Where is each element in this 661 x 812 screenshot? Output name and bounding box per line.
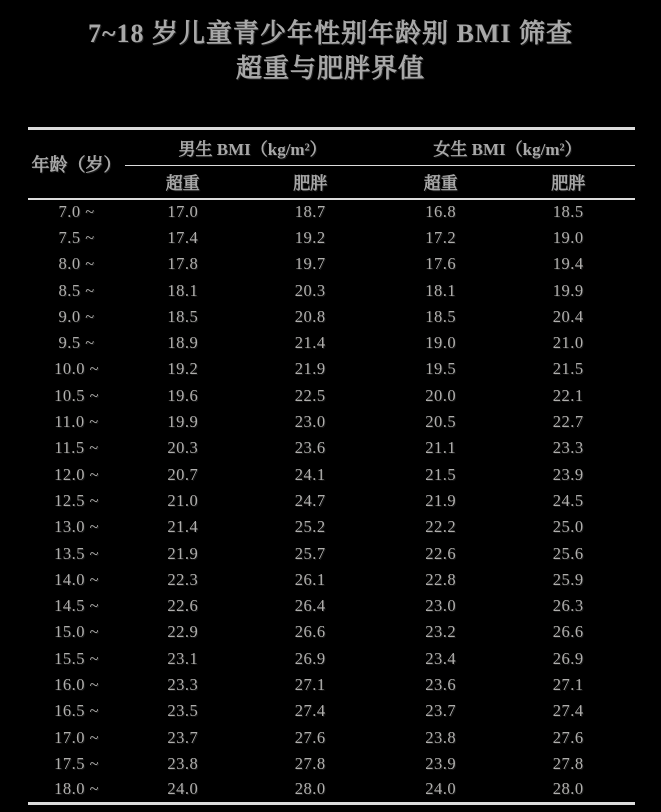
bmi-value-cell: 28.0 (552, 779, 584, 799)
table-row (28, 461, 635, 487)
table-row (28, 277, 635, 303)
bmi-value-cell: 28.0 (294, 779, 326, 799)
age-cell: 7.5 ~ (58, 227, 95, 247)
bmi-value-cell: 27.8 (552, 753, 584, 773)
bmi-value-cell: 19.4 (552, 254, 584, 274)
bmi-value-cell: 19.2 (167, 359, 199, 379)
bmi-value-cell: 24.0 (167, 779, 199, 799)
bmi-value-cell: 24.0 (425, 779, 457, 799)
age-cell: 10.5 ~ (54, 385, 100, 405)
bmi-value-cell: 18.9 (167, 333, 199, 353)
age-cell: 11.5 ~ (54, 438, 99, 458)
bmi-value-cell: 20.0 (425, 385, 457, 405)
table-row (28, 567, 635, 593)
bmi-value-cell: 18.5 (425, 306, 457, 326)
table-row (28, 225, 635, 251)
bmi-value-cell: 23.2 (425, 622, 457, 642)
male-overweight-header: 超重 (125, 166, 240, 199)
age-cell: 18.0 ~ (54, 779, 100, 799)
page-title-line-2: 超重与肥胖界值 (235, 54, 425, 83)
bmi-value-cell: 26.9 (552, 648, 584, 668)
bmi-value-cell: 22.8 (425, 569, 457, 589)
bmi-value-cell: 17.6 (425, 254, 457, 274)
age-cell: 10.0 ~ (54, 359, 100, 379)
table-row (28, 514, 635, 540)
table-row (28, 672, 635, 698)
bmi-value-cell: 23.8 (425, 727, 457, 747)
table-row (28, 304, 635, 330)
bmi-value-cell: 23.7 (425, 701, 457, 721)
bmi-value-cell: 21.9 (167, 543, 199, 563)
age-cell: 16.5 ~ (54, 701, 100, 721)
bmi-value-cell: 22.9 (167, 622, 199, 642)
bmi-value-cell: 17.8 (167, 254, 199, 274)
age-cell: 9.5 ~ (58, 333, 95, 353)
bmi-value-cell: 20.7 (167, 464, 199, 484)
table-row (28, 619, 635, 645)
bmi-value-cell: 21.4 (167, 517, 199, 537)
bmi-value-cell: 26.3 (552, 596, 584, 616)
bmi-value-cell: 23.6 (294, 438, 326, 458)
bmi-cutoff-table (28, 127, 635, 805)
bmi-value-cell: 18.7 (294, 202, 326, 222)
table-row (28, 540, 635, 566)
bmi-value-cell: 18.1 (425, 280, 457, 300)
bmi-value-cell: 23.8 (167, 753, 199, 773)
bmi-value-cell: 27.6 (294, 727, 326, 747)
bmi-value-cell: 16.8 (425, 202, 457, 222)
bmi-value-cell: 21.0 (167, 490, 199, 510)
bmi-value-cell: 21.5 (425, 464, 457, 484)
bmi-value-cell: 22.5 (294, 385, 326, 405)
bmi-value-cell: 21.5 (552, 359, 584, 379)
bmi-value-cell: 22.6 (167, 596, 199, 616)
table-row (28, 777, 635, 803)
page-title-line-1: 7~18 岁儿童青少年性别年龄别 BMI 筛查 (87, 19, 574, 48)
bmi-value-cell: 19.0 (425, 333, 457, 353)
bmi-value-cell: 25.6 (552, 543, 584, 563)
bmi-value-cell: 23.9 (425, 753, 457, 773)
bmi-value-cell: 26.1 (294, 569, 326, 589)
female-obesity-header: 肥胖 (501, 166, 635, 199)
bmi-value-cell: 23.3 (167, 674, 199, 694)
bmi-value-cell: 26.6 (552, 622, 584, 642)
table-header (28, 129, 635, 199)
bmi-value-cell: 26.9 (294, 648, 326, 668)
age-cell: 8.5 ~ (58, 280, 95, 300)
bmi-value-cell: 23.1 (167, 648, 199, 668)
bmi-value-cell: 21.0 (552, 333, 584, 353)
bmi-value-cell: 24.7 (294, 490, 326, 510)
age-cell: 15.5 ~ (54, 648, 100, 668)
bmi-value-cell: 19.5 (425, 359, 457, 379)
bmi-value-cell: 19.7 (294, 254, 326, 274)
table-row (28, 330, 635, 356)
table-row (28, 724, 635, 750)
bmi-value-cell: 21.1 (425, 438, 457, 458)
bmi-value-cell: 19.6 (167, 385, 199, 405)
bmi-value-cell: 17.2 (425, 227, 457, 247)
bmi-value-cell: 20.4 (552, 306, 584, 326)
bmi-value-cell: 23.7 (167, 727, 199, 747)
male-obesity-header: 肥胖 (240, 166, 380, 199)
age-cell: 13.0 ~ (54, 517, 100, 537)
age-cell: 11.0 ~ (54, 412, 99, 432)
table-row (28, 488, 635, 514)
age-cell: 8.0 ~ (58, 254, 95, 274)
bmi-value-cell: 21.4 (294, 333, 326, 353)
bmi-value-cell: 20.3 (167, 438, 199, 458)
bmi-value-cell: 18.5 (552, 202, 584, 222)
bmi-value-cell: 24.1 (294, 464, 326, 484)
age-cell: 15.0 ~ (54, 622, 100, 642)
bmi-value-cell: 25.2 (294, 517, 326, 537)
bmi-value-cell: 25.7 (294, 543, 326, 563)
age-column-header: 年龄（岁） (28, 129, 125, 199)
bmi-value-cell: 22.7 (552, 412, 584, 432)
bmi-value-cell: 19.2 (294, 227, 326, 247)
age-cell: 12.0 ~ (54, 464, 100, 484)
female-group-header: 女生 BMI（kg/m²） (380, 129, 635, 166)
age-cell: 14.0 ~ (54, 569, 100, 589)
group-header-row (28, 129, 635, 166)
male-group-header: 男生 BMI（kg/m²） (125, 129, 380, 166)
bmi-value-cell: 21.9 (425, 490, 457, 510)
bmi-value-cell: 26.6 (294, 622, 326, 642)
bmi-value-cell: 23.5 (167, 701, 199, 721)
bmi-value-cell: 22.3 (167, 569, 199, 589)
bmi-value-cell: 18.5 (167, 306, 199, 326)
age-cell: 14.5 ~ (54, 596, 100, 616)
bmi-value-cell: 23.0 (425, 596, 457, 616)
bmi-value-cell: 27.4 (552, 701, 584, 721)
bmi-value-cell: 25.9 (552, 569, 584, 589)
bmi-value-cell: 23.4 (425, 648, 457, 668)
table-row (28, 435, 635, 461)
bmi-value-cell: 19.9 (552, 280, 584, 300)
female-overweight-header: 超重 (380, 166, 501, 199)
bmi-value-cell: 19.9 (167, 412, 199, 432)
table-row (28, 199, 635, 225)
bmi-value-cell: 22.1 (552, 385, 584, 405)
table-row (28, 383, 635, 409)
bmi-value-cell: 27.6 (552, 727, 584, 747)
table-row (28, 646, 635, 672)
bmi-value-cell: 23.3 (552, 438, 584, 458)
bmi-value-cell: 23.9 (552, 464, 584, 484)
bmi-value-cell: 23.6 (425, 674, 457, 694)
bmi-value-cell: 17.0 (167, 202, 199, 222)
bmi-value-cell: 22.6 (425, 543, 457, 563)
table-row (28, 751, 635, 777)
bmi-value-cell: 27.4 (294, 701, 326, 721)
bmi-value-cell: 20.3 (294, 280, 326, 300)
table-row (28, 593, 635, 619)
bmi-value-cell: 22.2 (425, 517, 457, 537)
bmi-value-cell: 27.1 (552, 674, 584, 694)
bmi-value-cell: 24.5 (552, 490, 584, 510)
age-cell: 17.0 ~ (54, 727, 100, 747)
bmi-value-cell: 20.8 (294, 306, 326, 326)
bmi-value-cell: 27.1 (294, 674, 326, 694)
bmi-value-cell: 20.5 (425, 412, 457, 432)
age-cell: 9.0 ~ (58, 306, 95, 326)
bmi-value-cell: 25.0 (552, 517, 584, 537)
age-cell: 17.5 ~ (54, 753, 100, 773)
bmi-value-cell: 18.1 (167, 280, 199, 300)
age-cell: 16.0 ~ (54, 674, 100, 694)
bmi-value-cell: 23.0 (294, 412, 326, 432)
bmi-value-cell: 19.0 (552, 227, 584, 247)
table-row (28, 356, 635, 382)
age-cell: 13.5 ~ (54, 543, 100, 563)
table-row (28, 409, 635, 435)
bmi-value-cell: 21.9 (294, 359, 326, 379)
page-title (0, 0, 661, 86)
table-body (28, 199, 635, 804)
age-cell: 12.5 ~ (54, 490, 100, 510)
bmi-value-cell: 26.4 (294, 596, 326, 616)
bmi-value-cell: 17.4 (167, 227, 199, 247)
table-row (28, 698, 635, 724)
table-row (28, 251, 635, 277)
bmi-value-cell: 27.8 (294, 753, 326, 773)
age-cell: 7.0 ~ (58, 202, 95, 222)
